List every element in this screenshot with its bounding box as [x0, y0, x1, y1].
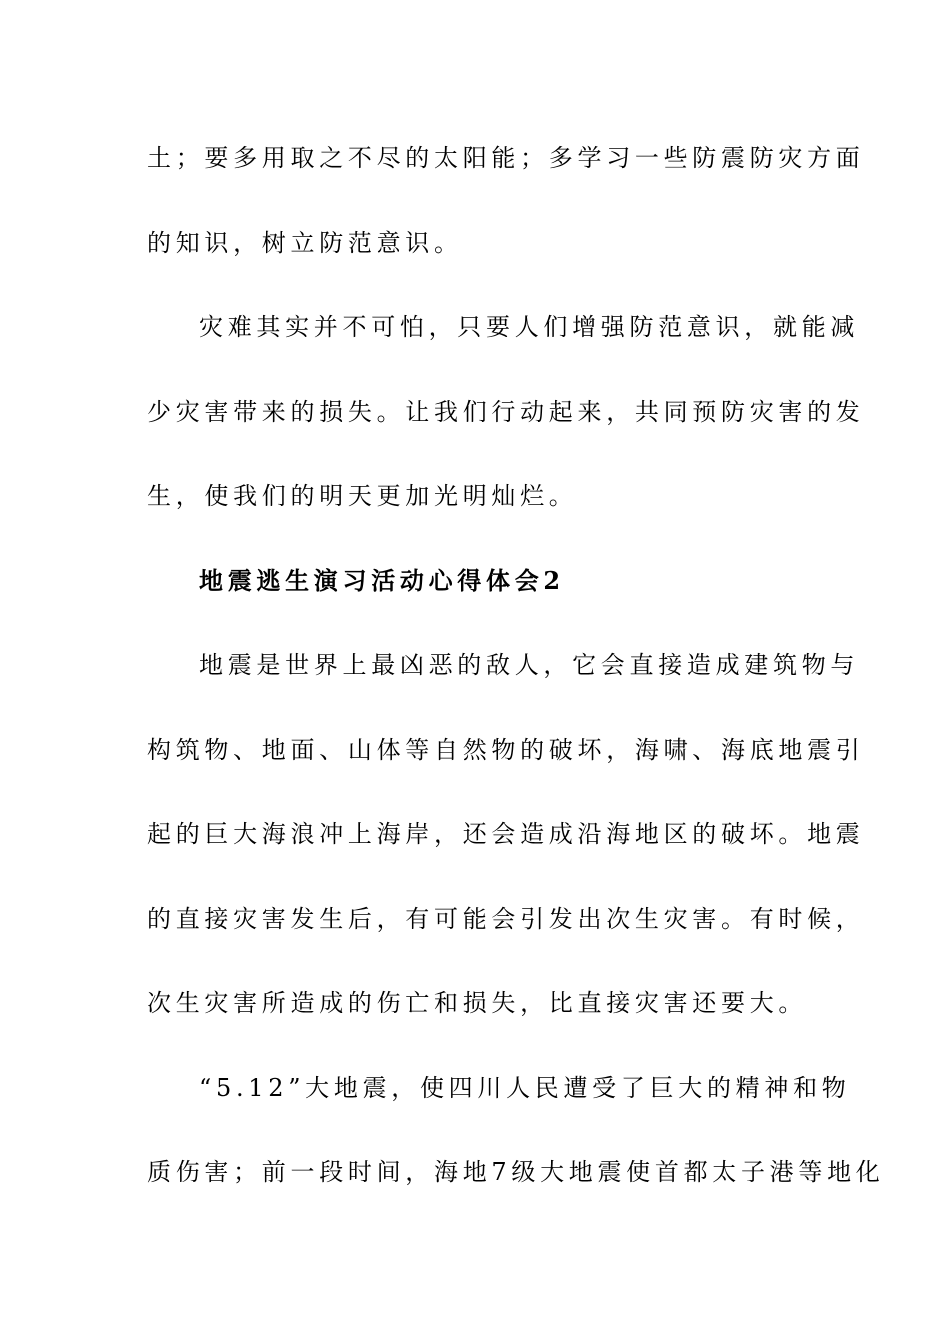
paragraph-line: 次生灾害所造成的伤亡和损失，比直接灾害还要大。 [147, 989, 808, 1017]
paragraph-line: 生，使我们的明天更加光明灿烂。 [147, 482, 578, 510]
paragraph-line: 地震是世界上最凶恶的敌人，它会直接造成建筑物与 [199, 651, 860, 679]
section-heading: 地震逃生演习活动心得体会2 [199, 565, 565, 595]
paragraph-line: 构筑物、地面、山体等自然物的破坏，海啸、海底地震引 [147, 735, 865, 764]
paragraph-line: 少灾害带来的损失。让我们行动起来，共同预防灾害的发 [147, 397, 865, 426]
paragraph-line: 起的巨大海浪冲上海岸，还会造成沿海地区的破坏。地震 [147, 820, 865, 848]
paragraph-line: 的直接灾害发生后，有可能会引发出次生灾害。有时候， [147, 904, 865, 933]
paragraph-line: 灾难其实并不可怕，只要人们增强防范意识，就能减 [199, 313, 860, 341]
paragraph-line: 的知识，树立防范意识。 [147, 228, 463, 257]
paragraph-line: 土；要多用取之不尽的太阳能；多学习一些防震防灾方面 [147, 144, 865, 172]
paragraph-line: 质伤害；前一段时间，海地7级大地震使首都太子港等地化 [147, 1158, 885, 1186]
document-body [147, 128, 885, 1227]
paragraph-line: “5.12”大地震，使四川人民遭受了巨大的精神和物 [199, 1073, 851, 1102]
